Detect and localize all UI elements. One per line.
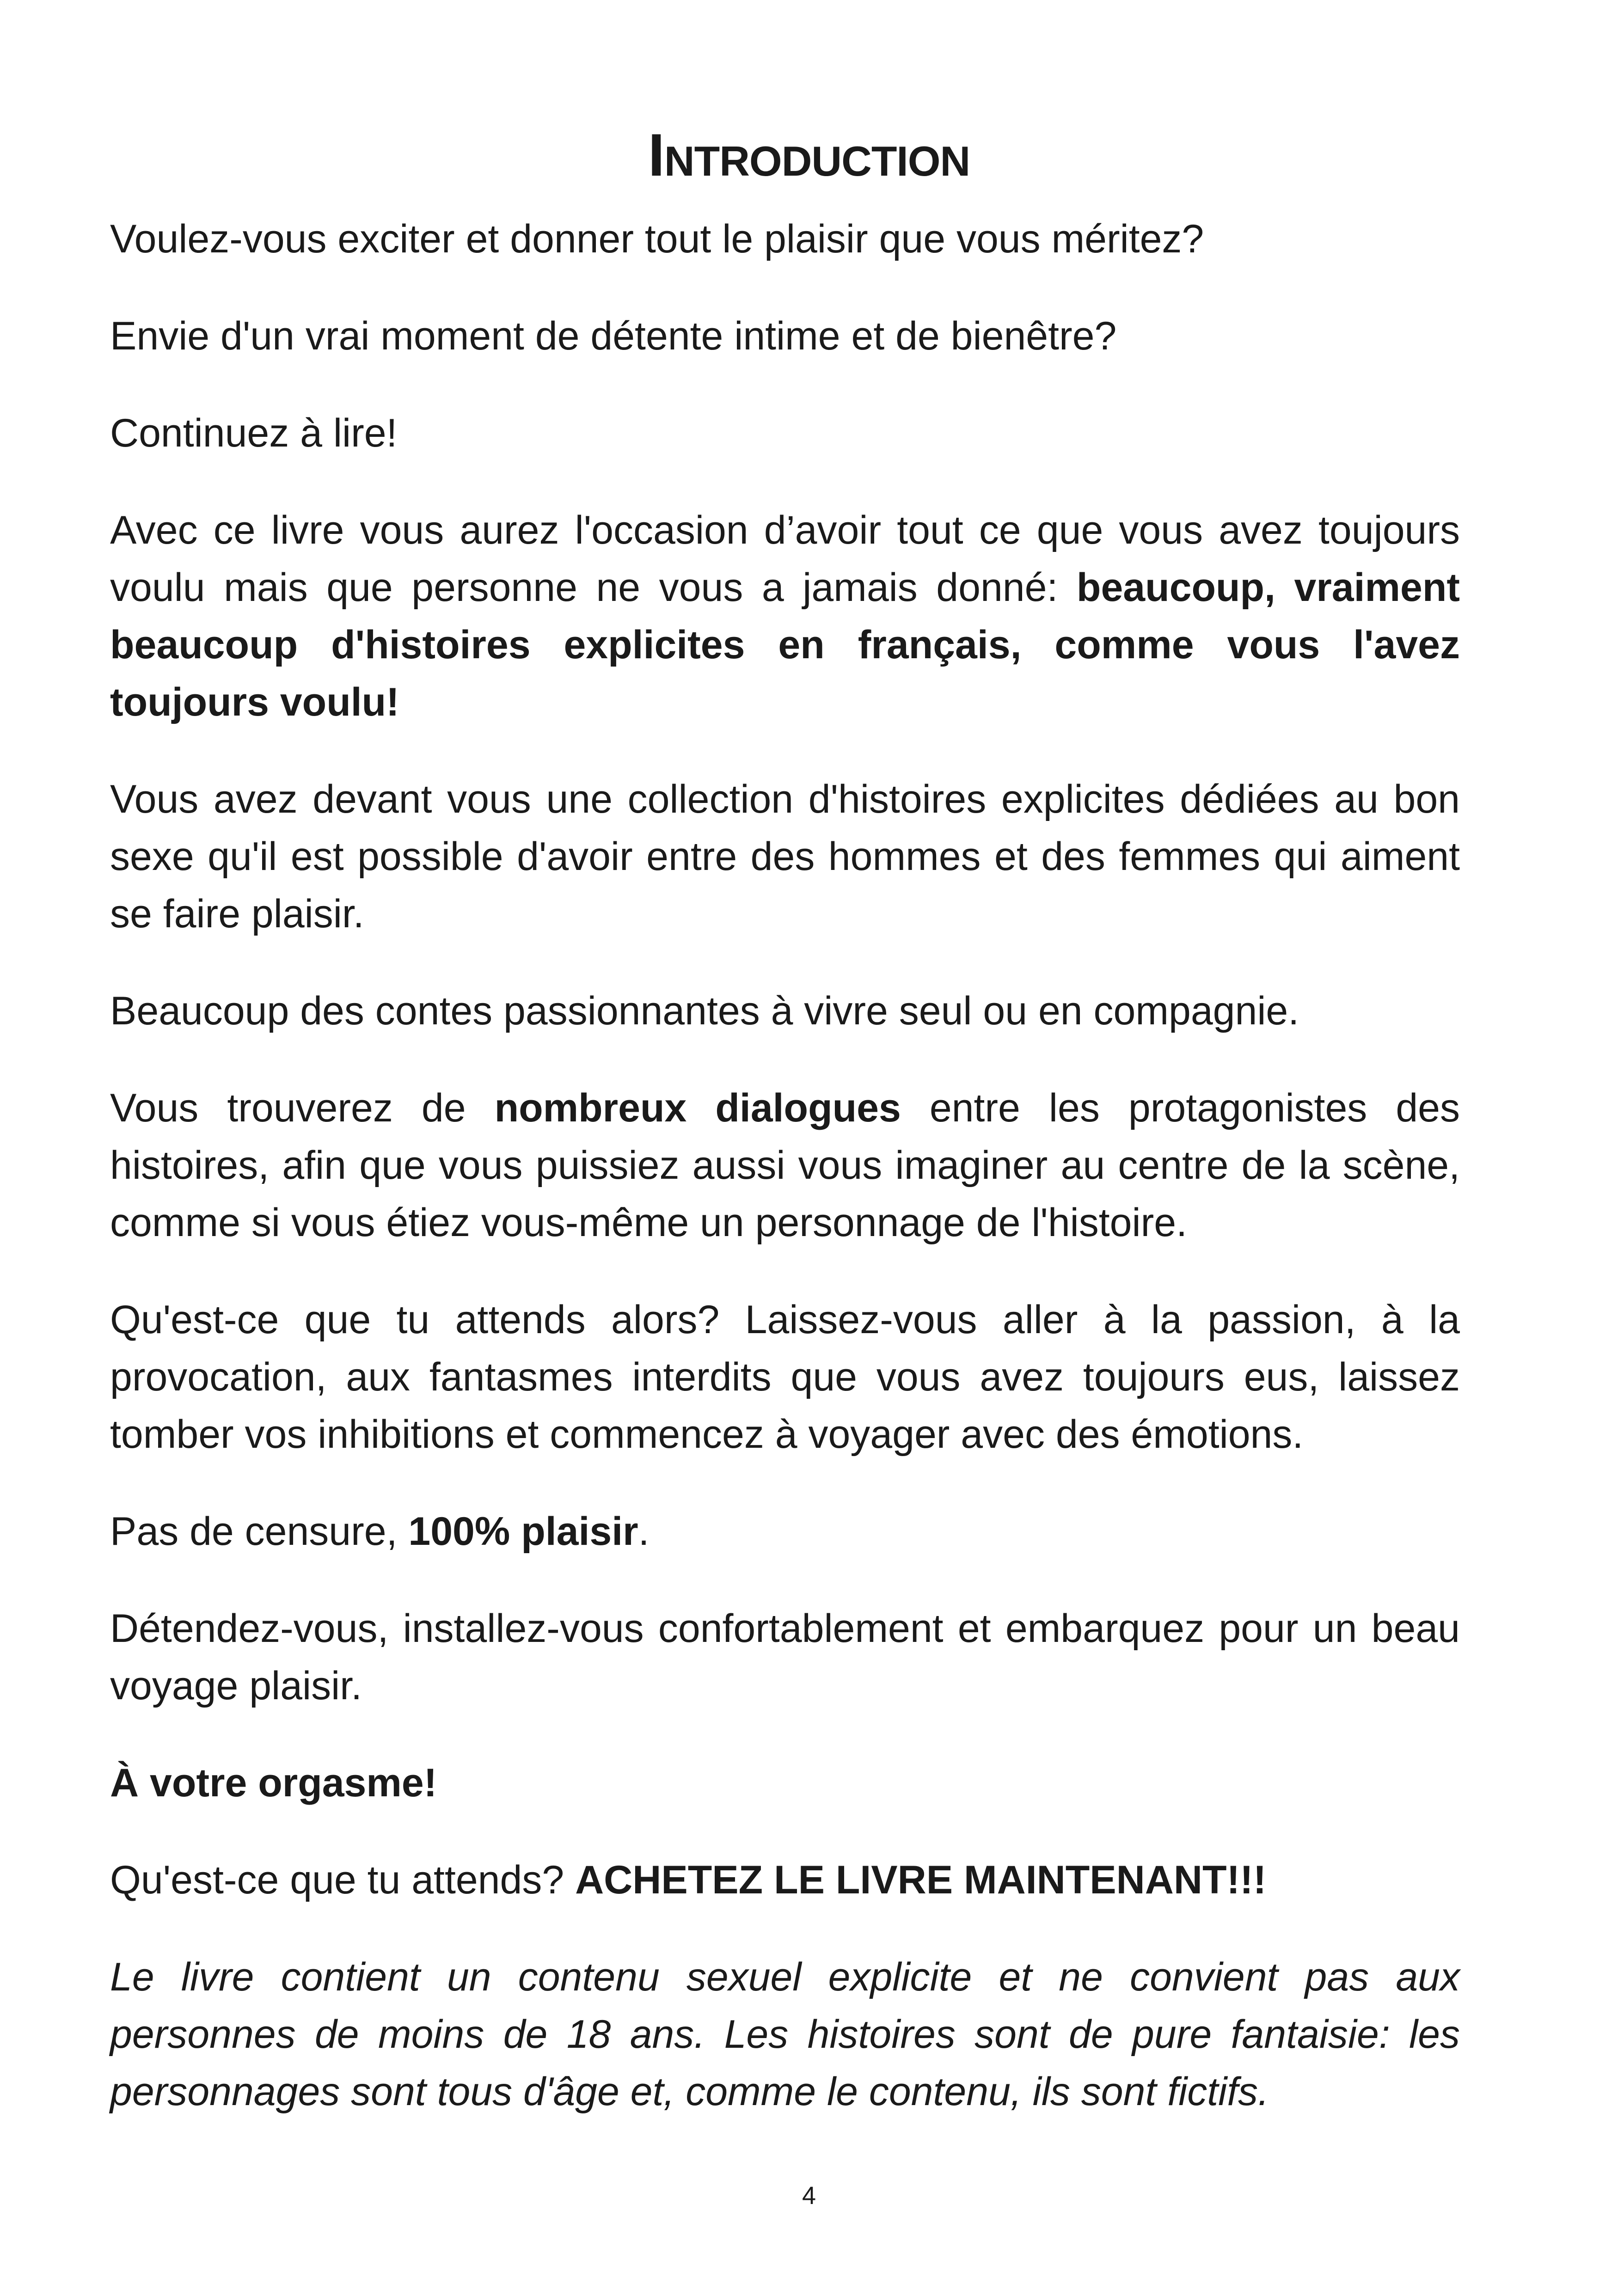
paragraph-1-text: Voulez-vous exciter et donner tout le plaisir que vous méritez? bbox=[110, 217, 1204, 261]
paragraph-1 bbox=[110, 210, 1460, 268]
paragraph-8 bbox=[110, 1291, 1460, 1463]
paragraph-12-bold: ACHETEZ LE LIVRE MAINTENANT!!! bbox=[575, 1858, 1267, 1902]
paragraph-9-bold: 100% plaisir bbox=[408, 1509, 638, 1554]
paragraph-13-text: Le livre contient un contenu sexuel explicite et ne convient pas aux personnes de moins de 18 ans. Les histoires sont de pure fantaisie: les personnages sont tous d'âge et, comme le contenu, ils sont fictifs. bbox=[110, 1955, 1460, 2114]
paragraph-5 bbox=[110, 771, 1460, 943]
paragraph-5-text: Vous avez devant vous une collection d'histoires explicites dédiées au bon sexe qu'il est possible d'avoir entre des hommes et des femmes qui aiment se faire plaisir. bbox=[110, 777, 1460, 936]
paragraph-3-text: Continuez à lire! bbox=[110, 411, 398, 455]
paragraph-9-text-after: . bbox=[638, 1509, 650, 1554]
paragraph-9-text-before: Pas de censure, bbox=[110, 1509, 409, 1554]
paragraph-12 bbox=[110, 1851, 1460, 1909]
paragraph-10 bbox=[110, 1600, 1460, 1714]
paragraph-8-text: Qu'est-ce que tu attends alors? Laissez-vous aller à la passion, à la provocation, aux fantasmes interdits que vous avez toujours eus, laissez tomber vos inhibitions et commencez à voyager avec des émotions. bbox=[110, 1298, 1460, 1457]
paragraph-7-text-before: Vous trouverez de bbox=[110, 1086, 495, 1130]
paragraph-4-text: Avec ce livre vous aurez l'occasion d’avoir tout ce que vous avez toujours voulu mais que personne ne vous a jamais donné: bbox=[110, 508, 1460, 610]
paragraph-7-text-after: entre les protagonistes des histoires, afin que vous puissiez aussi vous imaginer au centre de la scène, comme si vous étiez vous-même un personnage de l'histoire. bbox=[110, 1086, 1460, 1245]
paragraph-2-text: Envie d'un vrai moment de détente intime et de bienêtre? bbox=[110, 314, 1117, 358]
paragraph-4-bold: beaucoup, vraiment beaucoup d'histoires explicites en français, comme vous l'avez toujours voulu! bbox=[110, 565, 1460, 724]
paragraph-12-text: Qu'est-ce que tu attends? bbox=[110, 1858, 576, 1902]
paragraph-6-text: Beaucoup des contes passionnantes à vivre seul ou en compagnie. bbox=[110, 989, 1299, 1033]
paragraph-10-text: Détendez-vous, installez-vous confortablement et embarquez pour un beau voyage plaisir. bbox=[110, 1606, 1460, 1708]
paragraph-11 bbox=[110, 1754, 1460, 1812]
paragraph-2 bbox=[110, 307, 1460, 365]
page-body bbox=[110, 210, 1460, 2160]
page-title: Introduction bbox=[648, 121, 970, 189]
paragraph-4 bbox=[110, 502, 1460, 731]
paragraph-7-bold: nombreux dialogues bbox=[494, 1086, 901, 1130]
paragraph-11-bold: À votre orgasme! bbox=[110, 1761, 437, 1805]
paragraph-9 bbox=[110, 1503, 1460, 1560]
paragraph-6 bbox=[110, 982, 1460, 1040]
page-number: 4 bbox=[802, 2182, 816, 2210]
paragraph-3 bbox=[110, 404, 1460, 462]
paragraph-7 bbox=[110, 1079, 1460, 1251]
paragraph-13-disclaimer bbox=[110, 1948, 1460, 2120]
